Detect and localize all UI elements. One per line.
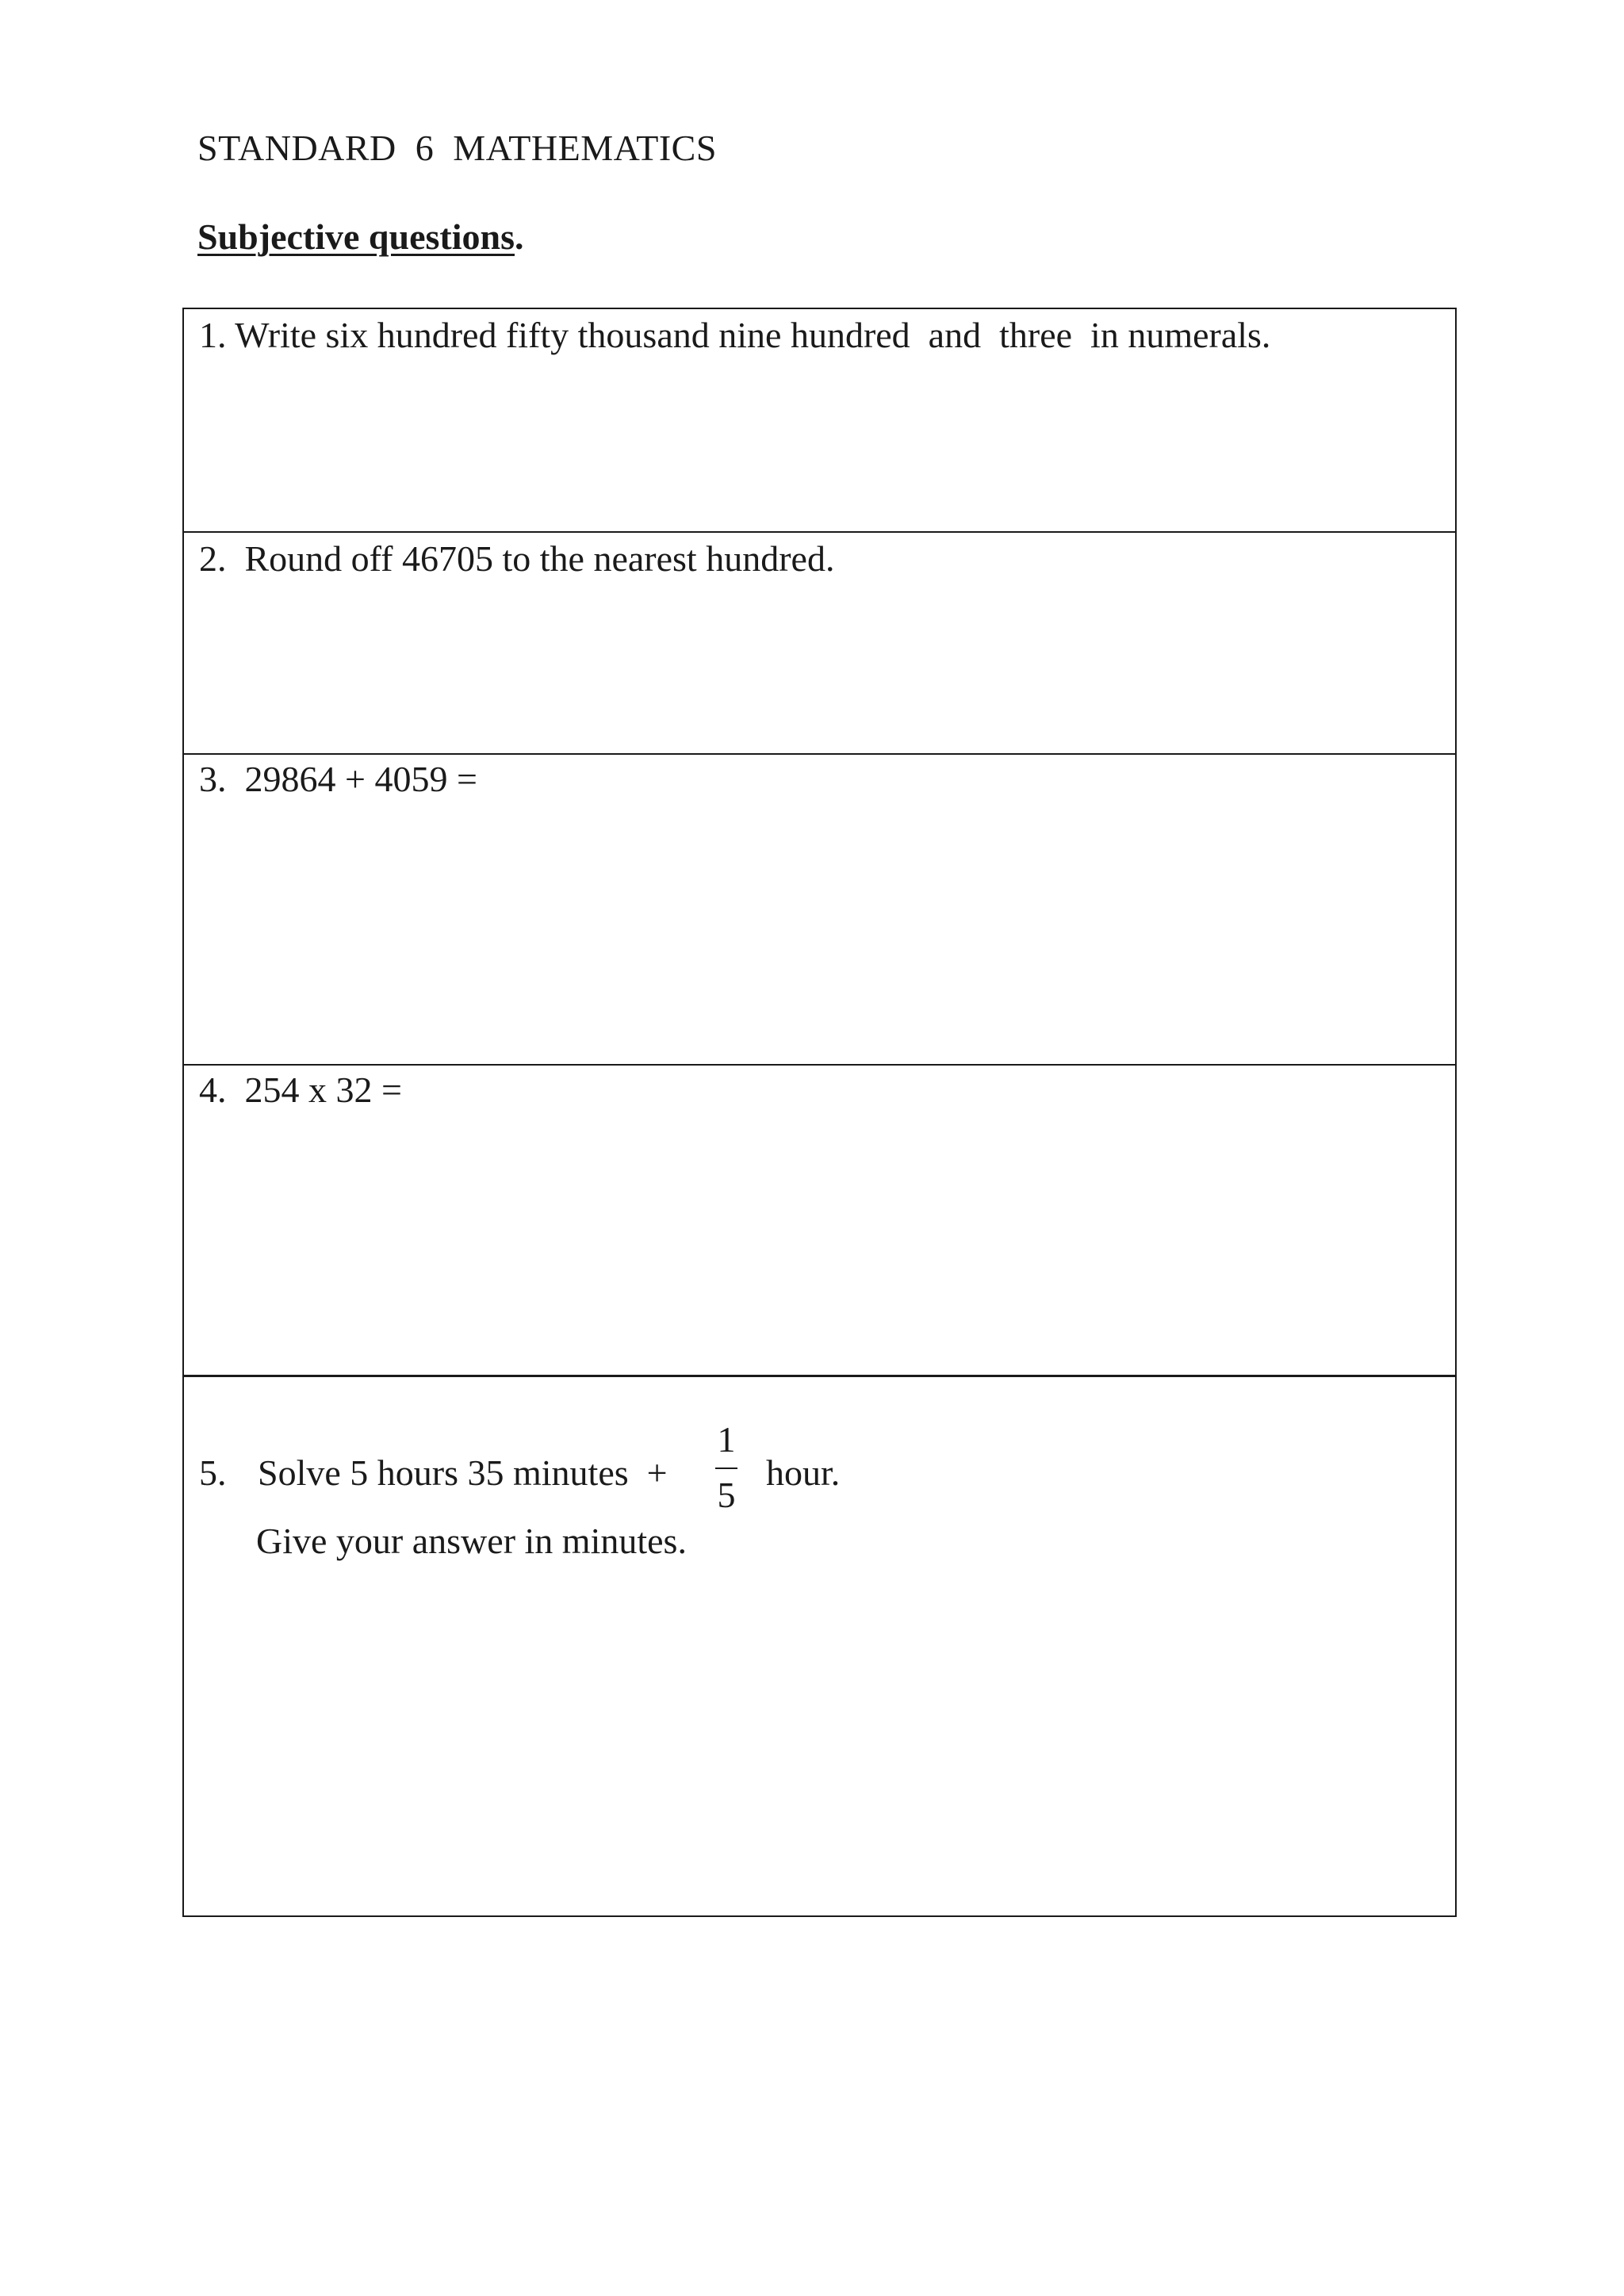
section-heading: [197, 216, 523, 258]
question-5-line1: Solve 5 hours 35 minutes +: [258, 1452, 668, 1493]
question-row-2: [184, 531, 1455, 753]
fraction-one-fifth: [710, 1419, 742, 1515]
page-title: STANDARD 6 MATHEMATICS: [197, 128, 717, 168]
question-5-number: 5.: [199, 1452, 227, 1493]
question-3-text: 3. 29864 + 4059 =: [199, 759, 477, 799]
question-5-suffix: hour.: [766, 1452, 841, 1493]
fraction-bar: [715, 1468, 737, 1469]
section-heading-period: .: [514, 216, 524, 257]
question-row-3: [184, 753, 1455, 1064]
question-5-line2: Give your answer in minutes.: [256, 1521, 687, 1561]
fraction-numerator: 1: [717, 1419, 736, 1460]
question-row-4: [184, 1064, 1455, 1375]
question-1-text: 1. Write six hundred fifty thousand nine hundred and three in numerals.: [199, 315, 1271, 355]
question-2-text: 2. Round off 46705 to the nearest hundred.: [199, 538, 835, 579]
fraction-denominator: 5: [717, 1475, 736, 1515]
question-row-1: [184, 309, 1455, 531]
question-row-5: [184, 1375, 1455, 1917]
section-heading-text: Subjective questions: [197, 216, 515, 257]
question-4-text: 4. 254 x 32 =: [199, 1070, 402, 1110]
question-table: [182, 308, 1457, 1917]
